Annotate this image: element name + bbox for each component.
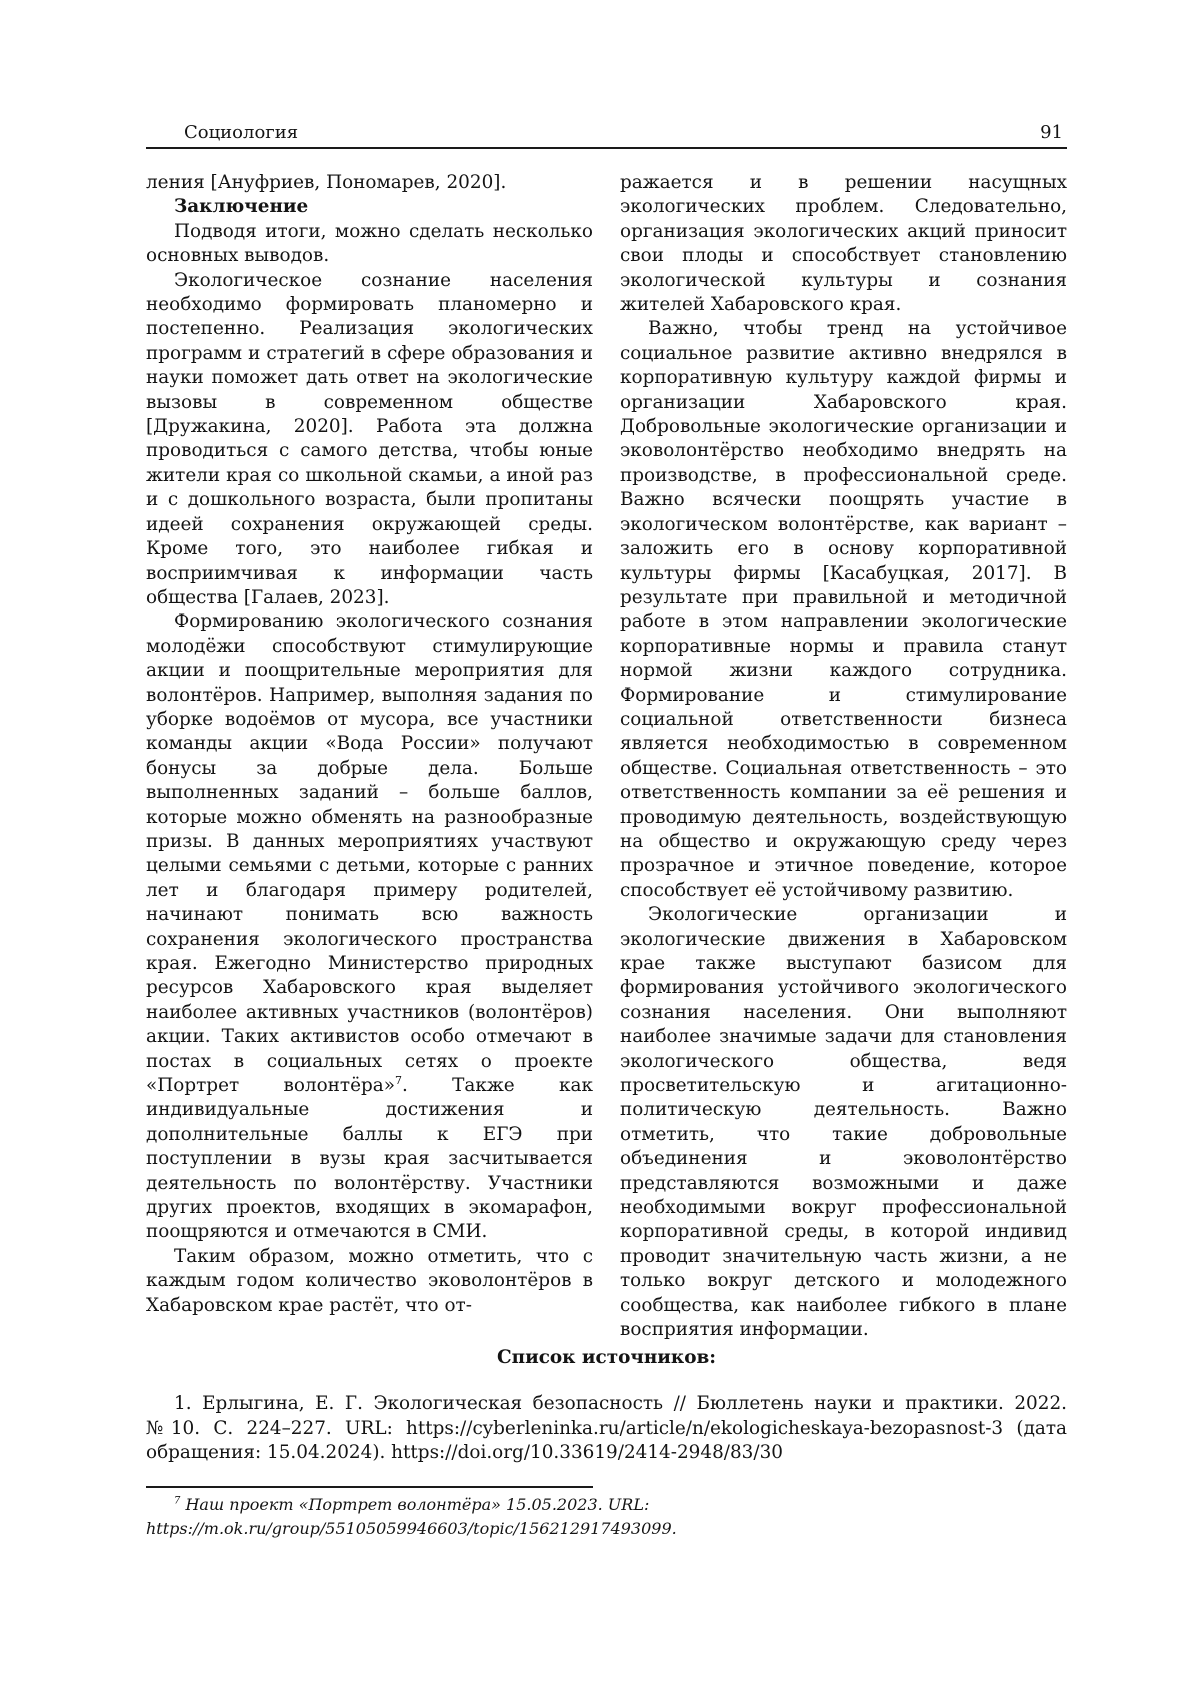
section-title: Социология <box>184 122 299 143</box>
footnote-text-line <box>146 1493 1067 1541</box>
footnote-marker: 7 <box>174 1495 181 1507</box>
header-divider <box>146 147 1067 149</box>
footnote <box>146 1493 1067 1541</box>
footnote-divider <box>146 1486 593 1488</box>
footnote-reference[interactable]: 7 <box>394 1073 402 1087</box>
paragraph <box>146 610 593 1245</box>
reference-item: 1. Ерлыгина, Е. Г. Экологическая безопасность // Бюллетень науки и практики. 2022. №10. С. 224–227. URL: https://cyberleninka.ru/article/n/ekologicheskaya-bezopasnost-3 (дата обращения: 15.04.2024). https://doi.org/10.33619/2414-2948/83/30 <box>146 1393 1067 1463</box>
paragraph: ления [Ануфриев, Пономарев, 2020]. <box>146 172 507 193</box>
left-column <box>146 171 593 1318</box>
paragraph-text: . Также как индивидуальные достижения и дополнительные баллы к ЕГЭ при поступлении в вузы края засчитывается деятельность по волонтёрству. Участники других проектов, входящих в экомарафон, поощряются и отмечаются в СМИ. <box>146 1075 593 1243</box>
paragraph: Подводя итоги, можно сделать несколько основных выводов. <box>146 220 593 267</box>
paragraph: ражается и в решении насущных экологических проблем. Следовательно, организация экологических акций приносит свои плоды и способствует становлению экологической культуры и сознания жителей Хабаровского края. <box>620 172 1067 316</box>
paragraph: Важно, чтобы тренд на устойчивое социальное развитие активно внедрялся в корпоративную культуру каждой фирмы и организации Хабаровского края. Добровольные экологические организации и эковолонтёрство необходимо внедрять на производстве, в профессиональной среде. Важно всячески поощрять участие в экологическом волонтёрстве, как вариант – заложить его в основу корпоративной культуры фирмы [Касабуцкая, 2017]. В результате при правильной и методичной работе в этом направлении экологические корпоративные нормы и правила станут нормой жизни каждого сотрудника. Формирование и стимулирование социальной ответственности бизнеса является необходимостью в современном обществе. Социальная ответственность – это ответственность компании за её решения и проводимую деятельность, воздействующую на общество и окружающую среду через прозрачное и этичное поведение, которое способствует её устойчивому развитию. <box>620 318 1067 901</box>
paragraph-text: Формированию экологического сознания молодёжи способствуют стимулирующие акции и поощрительные мероприятия для волонтёров. Например, выполняя задания по уборке водоёмов от мусора, все участники команды акции «Вода России» получают бонусы за добрые дела. Больше выполненных заданий – больше баллов, которые можно обменять на разнообразные призы. В данных мероприятиях участвуют целыми семьями с детьми, которые с ранних лет и благодаря примеру родителей, начинают понимать всю важность сохранения экологического пространства края. Ежегодно Министерство природных ресурсов Хабаровского края выделяет наиболее активных участников (волонтёров) акции. Таких активистов особо отмечают в постах в социальных сетях о проекте «Портрет волонтёра» <box>146 611 593 1097</box>
paragraph: Экологическое сознание населения необходимо формировать планомерно и постепенно. Реализация экологических программ и стратегий в сфере образования и науки поможет дать ответ на экологические вызовы в современном обществе [Дружакина, 2020]. Работа эта должна проводиться с самого детства, чтобы юные жители края со школьной скамьи, а иной раз и с дошкольного возраста, были пропитаны идеей сохранения окружающей среды. Кроме того, это наиболее гибкая и восприимчивая к информации часть общества [Галаев, 2023]. <box>146 269 593 608</box>
footnote-text: Наш проект «Портрет волонтёра» 15.05.2023. URL: https://m.ok.ru/group/55105059946603/topic/156212917493099. <box>146 1495 677 1538</box>
running-header <box>146 120 1067 148</box>
right-column <box>620 171 1067 1343</box>
section-heading: Заключение <box>174 196 309 218</box>
paragraph: Экологические организации и экологические движения в Хабаровском крае также выступают базисом для формирования устойчивого экологического сознания населения. Они выполняют наиболее значимые задачи для становления экологического общества, ведя просветительскую и агитационно-политическую деятельность. Важно отметить, что такие добровольные объединения и эковолонтёрство представляются возможными и даже необходимыми вокруг профессиональной корпоративной среды, в которой индивид проводит значительную часть жизни, а не только вокруг детского и молодежного сообщества, как наиболее гибкого в плане восприятия информации. <box>620 904 1067 1341</box>
references-heading: Список источников: <box>496 1347 717 1368</box>
references-list <box>146 1392 1067 1466</box>
page-number: 91 <box>1040 122 1063 143</box>
paragraph: Таким образом, можно отметить, что с каждым годом количество эковолонтёров в Хабаровском крае растёт, что от- <box>146 1245 593 1316</box>
